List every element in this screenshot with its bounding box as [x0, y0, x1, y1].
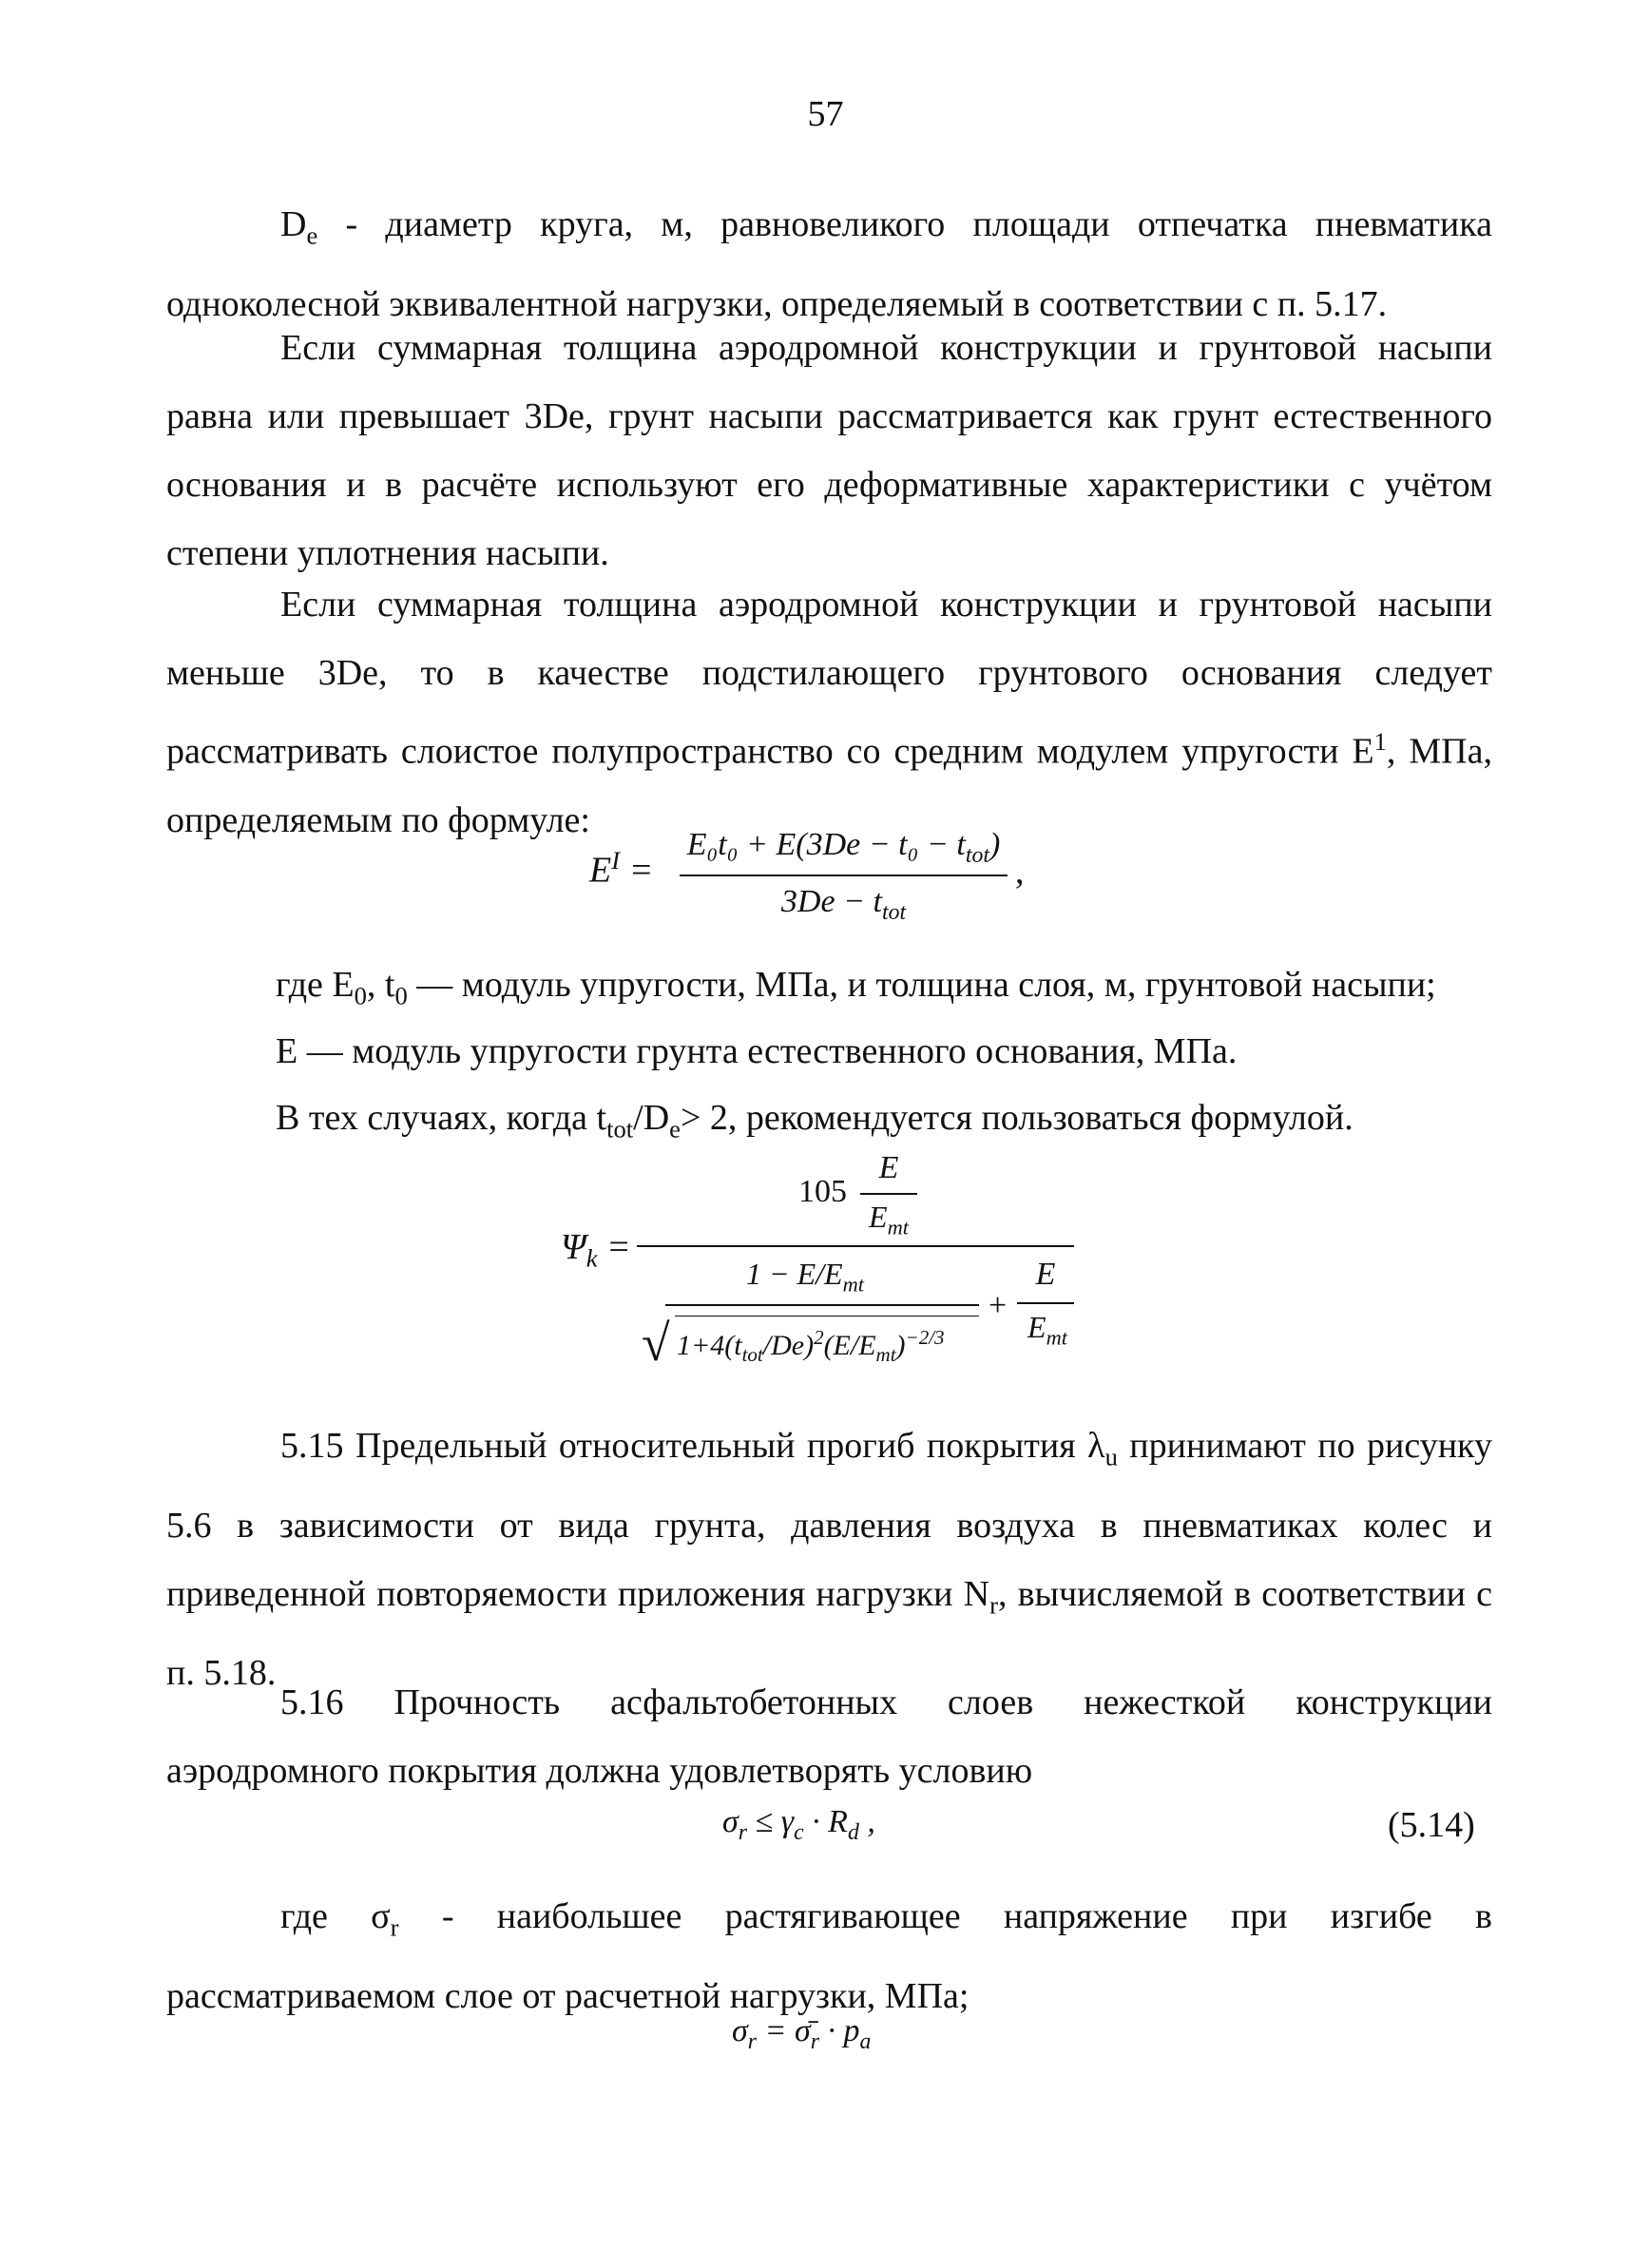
- fraction-bar: [860, 1193, 917, 1195]
- paragraph-5-15: 5.15 Предельный относительный прогиб покрытия $\lambda_u$ принимают по рисунку 5.6 в зависимости от вида грунта, давления воздуха в пневматиках колес и приведенной повторяемости приложения нагрузки $N_r$, вычисляемой в соответствии с п. 5.18.: [166, 1426, 1492, 1694]
- fraction-bar: [665, 1304, 979, 1306]
- formula-condition: $\sigma_r \le \gamma_c \cdot R_d$ ,: [722, 1804, 875, 1845]
- paragraph-where-e0: где $E_0$, $t_0$ — модуль упругости, МПа, и толщина слоя, м, грунтовой насыпи;: [276, 965, 1436, 1010]
- formula2-lhs: $\Psi_k$ =: [561, 1227, 631, 1273]
- formula2-num-e: E: [878, 1150, 899, 1185]
- fraction-bar: [680, 875, 1008, 876]
- text: - диаметр круга, м, равновеликого площади отпечатка пневматика одноколесной эквивалентной нагрузки, определяемый в соответствии с п. 5.17.: [166, 204, 1492, 324]
- formula2-one-minus: $1 - E/E_{mt}$: [746, 1257, 864, 1297]
- sqrt-sign: √: [642, 1315, 670, 1372]
- paragraph-sigma-r: где $\sigma_r$ - наибольшее растягивающее напряжение при изгибе в рассматриваемом слое от расчетной нагрузки, МПа;: [166, 1896, 1492, 2016]
- page-number: 57: [807, 94, 844, 134]
- paragraph-embankment-thin: [166, 570, 1492, 855]
- text: , МПа, определяемым по формуле:: [166, 731, 1492, 840]
- formula2-plus: +: [989, 1288, 1008, 1323]
- subscript: e: [306, 221, 318, 250]
- paragraph-recommend: В тех случаях, когда $t_{tot}/D_e> 2$, рекомендуется пользоваться формулой.: [276, 1098, 1353, 1144]
- formula1-denominator: $3De - t_{tot}$: [780, 884, 907, 925]
- formula-number: (5.14): [1388, 1805, 1475, 1845]
- formula1-comma: ,: [1015, 852, 1025, 892]
- text: Если суммарная толщина аэродромной конструкции и грунтовой насыпи меньше 3De, то в качестве подстилающего грунтового основания следует рассматривать слоистое полупространство со средним модулем упругости E: [166, 585, 1492, 772]
- paragraph-5-16: 5.16 Прочность асфальтобетонных слоев нежесткой конструкции аэродромного покрытия должна удовлетворять условию: [166, 1682, 1492, 1791]
- formula-sigma-r: $\sigma_r$ = $\sigmā_r \cdot p_a$: [732, 2013, 872, 2054]
- formula1-numerator: $E_0t_0 + E(3De - t_0 - t_{tot})$: [686, 827, 1001, 868]
- formula1-lhs: $E^I$ =: [589, 846, 654, 891]
- formula2-coefficient: 105: [798, 1174, 847, 1209]
- formula2-sqrt-body: $1+4(t_{tot}/De)^2(E/E_{mt})^{-2/3}$: [677, 1326, 945, 1366]
- formula2-den-e: E: [1035, 1257, 1056, 1292]
- superscript: 1: [1373, 727, 1387, 756]
- paragraph-e-definition: E — модуль упругости грунта естественного основания, МПа.: [276, 1031, 1238, 1071]
- text: D: [280, 204, 307, 244]
- formula2-num-emt: $E_{mt}$: [869, 1200, 909, 1240]
- fraction-bar: [1017, 1302, 1074, 1304]
- formula2-den-emt: $E_{mt}$: [1027, 1310, 1067, 1350]
- paragraph-embankment-thick: Если суммарная толщина аэродромной конструкции и грунтовой насыпи равна или превышает 3De, грунт насыпи рассматривается как грунт естественного основания и в расчёте используют его деформативные характеристики с учётом степени уплотнения насыпи.: [166, 328, 1492, 573]
- main-fraction-bar: [637, 1245, 1074, 1247]
- sqrt-bar: [675, 1316, 979, 1317]
